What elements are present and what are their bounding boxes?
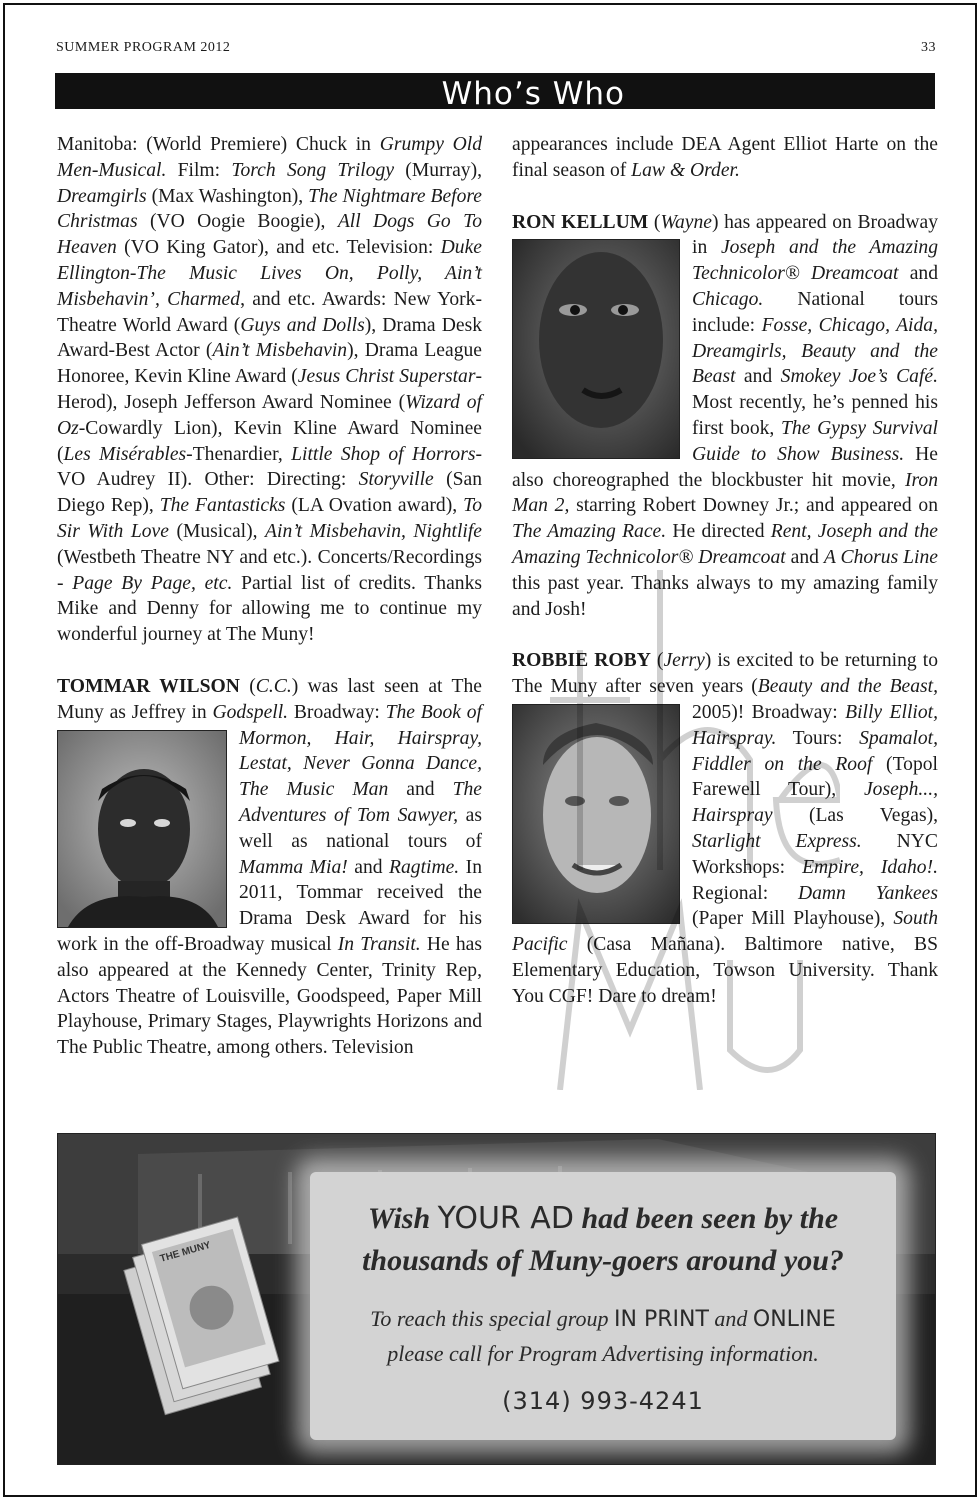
running-head bbox=[56, 40, 936, 56]
bio-robbie-roby: ROBBIE ROBY (Jerry) is excited to be returning to The Muny after seven years (Beauty and the Beast, 2005)! Broadway: Billy Elliot, Hairspray. Tours: Spamalot, Fiddler on the Roof (Topol Farewell Tour), Joseph..., Hairspray (Las Vegas), Starlight Express. NYC Workshops: Empire, Idaho!. Regional: Damn Yankees (Paper Mill Playhouse), South Pacific (Casa Mañana). Baltimore native, BS Elementary Education, Towson University. Thank You CGF! Dare to dream! bbox=[512, 650, 939, 1007]
bio-continued: Manitoba: (World Premiere) Chuck in Grumpy Old Men-Musical. Film: Torch Song Trilogy (Murray), Dreamgirls (Max Washington), The Nightmare Before Christmas (VO Oogie Boogie), All Dogs Go To Heaven (VO King Gator), and etc. Television: Duke Ellington-The Music Lives On, Polly, Ain’t Misbehavin’, Charmed, and etc. Awards: New York-Theatre World Award (Guys and Dolls), Drama Desk Award-Best Actor (Ain’t Misbehavin), Drama League Honoree, Kevin Kline Award (Jesus Christ Superstar-Herod), Joseph Jefferson Award Nominee (Wizard of Oz-Cowardly Lion), Kevin Kline Award Nominee (Les Misérables-Thenardier, Little Shop of Horrors-VO Audrey II). Other: Directing: Storyville (San Diego Rep), The Fantasticks (LA Ovation award), To Sir With Love (Musical), Ain’t Misbehavin, Nightlife (Westbeth Theatre NY and etc.). Concerts/Recordings - Page By Page, etc. Partial list of credits. Thanks Mike and Denny for allowing me to continue my wonderful journey at The Muny! bbox=[57, 134, 483, 646]
ad-headline: Wish YOUR AD had been seen by the thousands of Muny-goers around you? bbox=[362, 1201, 844, 1277]
left-column bbox=[57, 132, 482, 1061]
bio-name: TOMMAR WILSON bbox=[57, 675, 240, 697]
bio-ron-kellum: RON KELLUM (Wayne) has appeared on Broadway in Joseph and the Amazing Technicolor® Dreamcoat and Chicago. National tours include: Fosse, Chicago, Aida, Dreamgirls, Beauty and the Beast and Smokey Joe’s Café. Most recently, he’s penned his first book, The Gypsy Survival Guide to Show Business. He also choreographed the blockbuster hit movie, Iron Man 2, starring Robert Downey Jr.; and appeared on The Amazing Race. He directed Rent, Joseph and the Amazing Technicolor® Dreamcoat and A Chorus Line this past year. Thanks always to my amazing family and Josh! bbox=[512, 211, 938, 620]
section-banner bbox=[55, 73, 935, 112]
bio-name: ROBBIE ROBY bbox=[512, 650, 651, 672]
bio-continued-right: appearances include DEA Agent Elliot Harte on the final season of Law & Order. bbox=[512, 134, 938, 181]
program-advertisement bbox=[57, 1133, 936, 1465]
section-title: Who’s Who bbox=[441, 76, 625, 112]
program-title: SUMMER PROGRAM 2012 bbox=[56, 40, 231, 55]
bio-tommar-wilson: TOMMAR WILSON (C.C.) was last seen at The Muny as Jeffrey in Godspell. Broadway: The Book of Mormon, Hair, Hairspray, Lestat, Never Gonna Dance, The Music Man and The Adventures of Tom Sawyer, as well as national tours of Mamma Mia! and Ragtime. In 2011, Tommar received the Drama Desk Award for his work in the off-Broadway musical In Transit. He has also appeared at the Kennedy Center, Trinity Rep, Actors Theatre of Louisville, Goodspeed, Paper Mill Playhouse, Primary Stages, Playwrights Horizons and The Public Theatre, among others. Television bbox=[57, 675, 483, 1059]
headshot-tommar-wilson bbox=[57, 730, 227, 928]
ad-phone-number: (314) 993-4241 bbox=[502, 1387, 704, 1415]
program-cover-logo: THE MUNY bbox=[158, 1239, 213, 1265]
ad-subtext: To reach this special group IN PRINT and ONLINE please call for Program Advertising information. bbox=[370, 1306, 836, 1366]
page-number: 33 bbox=[921, 40, 936, 55]
right-column bbox=[512, 132, 938, 1010]
headshot-robbie-roby bbox=[512, 704, 680, 924]
program-covers bbox=[113, 1212, 283, 1432]
ad-message-box bbox=[310, 1172, 896, 1440]
bio-name: RON KELLUM bbox=[512, 211, 649, 233]
headshot-ron-kellum bbox=[512, 239, 680, 459]
